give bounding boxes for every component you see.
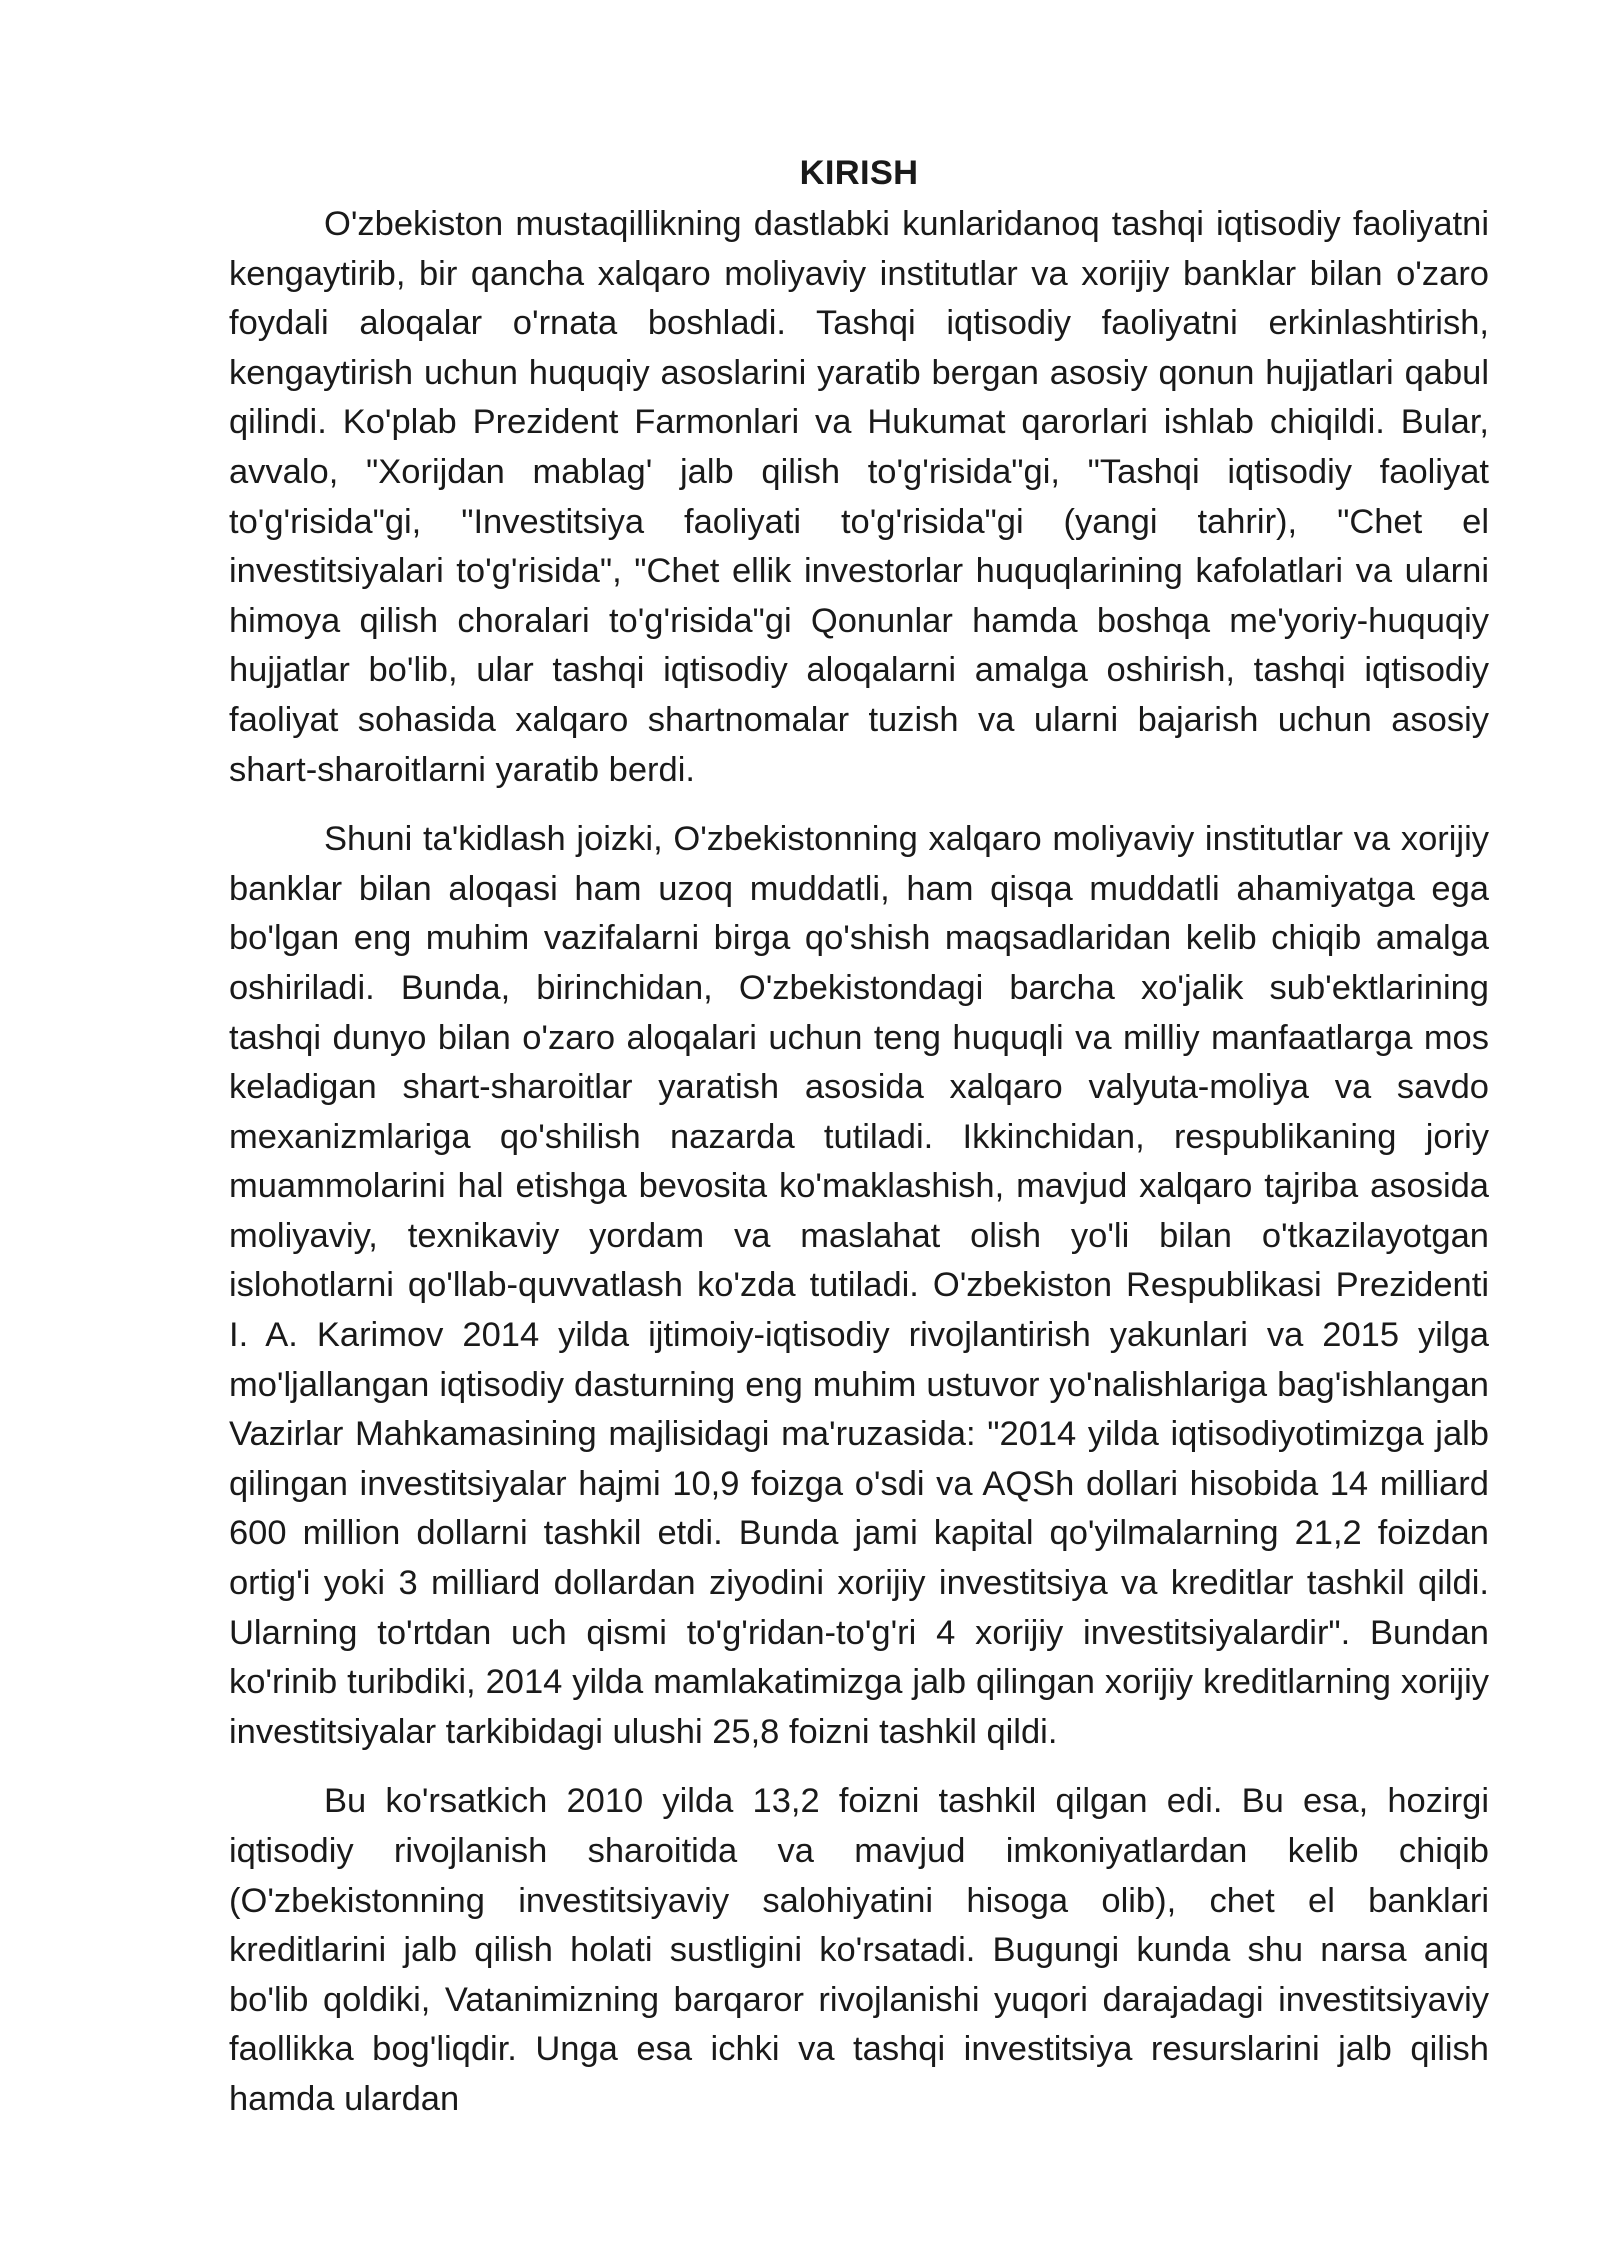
paragraph-2: Shuni ta'kidlash joizki, O'zbekistonning xalqaro moliyaviy institutlar va xorijiy banklar bilan aloqasi ham uzoq muddatli, ham qisqa muddatli ahamiyatga ega bo'lgan eng muhim vazifalarni birga qo'shish maqsadlaridan kelib chiqib amalga oshiriladi. Bunda, birinchidan, O'zbekistondagi barcha xo'jalik sub'ektlarining tashqi dunyo bilan o'zaro aloqalari uchun teng huquqli va milliy manfaatlarga mos keladigan shart-sharoitlar yaratish asosida xalqaro valyuta-moliya va savdo mexanizmlariga qo'shilish nazarda tutiladi. Ikkinchidan, respublikaning joriy muammolarini hal etishga bevosita ko'maklashish, mavjud xalqaro tajriba asosida moliyaviy, texnikaviy yordam va maslahat olish yo'li bilan o'tkazilayotgan islohotlarni qo'llab-quvvatlash ko'zda tutiladi. O'zbekiston Respublikasi Prezidenti I. A. Karimov 2014 yilda ijtimoiy-iqtisodiy rivojlantirish yakunlari va 2015 yilga mo'ljallangan iqtisodiy dasturning eng muhim ustuvor yo'nalishlariga bag'ishlangan Vazirlar Mahkamasining majlisidagi ma'ruzasida: "2014 yilda iqtisodiyotimizga jalb qilingan investitsiyalar hajmi 10,9 foizga o'sdi va AQSh dollari hisobida 14 milliard 600 million dollarni tashkil etdi. Bunda jami kapital qo'yilmalarning 21,2 foizdan ortig'i yoki 3 milliard dollardan ziyodini xorijiy investitsiya va kreditlar tashkil qildi. Ularning to'rtdan uch qismi to'g'ridan-to'g'ri 4 xorijiy investitsiyalardir". Bundan ko'rinib turibdiki, 2014 yilda mamlakatimizga jalb qilingan xorijiy kreditlarning xorijiy investitsiyalar tarkibidagi ulushi 25,8 foizni tashkil qildi. [229,820,1489,1751]
page-title: KIRISH [799,154,919,192]
paragraph-3: Bu ko'rsatkich 2010 yilda 13,2 foizni tashkil qilgan edi. Bu esa, hozirgi iqtisodiy rivojlanish sharoitida va mavjud imkoniyatlardan kelib chiqib (O'zbekistonning investitsiyaviy salohiyatini hisoga olib), chet el banklari kreditlarini jalb qilish holati sustligini ko'rsatadi. Bugungi kunda shu narsa aniq bo'lib qoldiki, Vatanimizning barqaror rivojlanishi yuqori darajadagi investitsiyaviy faollikka bog'liqdir. Unga esa ichki va tashqi investitsiya resurslarini jalb qilish hamda ulardan [229,1782,1489,2118]
paragraph-1: O'zbekiston mustaqillikning dastlabki kunlaridanoq tashqi iqtisodiy faoliyatni kengaytirib, bir qancha xalqaro moliyaviy institutlar va xorijiy banklar bilan o'zaro foydali aloqalar o'rnata boshladi. Tashqi iqtisodiy faoliyatni erkinlashtirish, kengaytirish uchun huquqiy asoslarini yaratib bergan asosiy qonun hujjatlari qabul qilindi. Ko'plab Prezident Farmonlari va Hukumat qarorlari ishlab chiqildi. Bular, avvalo, "Xorijdan mablag' jalb qilish to'g'risida"gi, "Tashqi iqtisodiy faoliyat to'g'risida"gi, "Investitsiya faoliyati to'g'risida"gi (yangi tahrir), "Chet el investitsiyalari to'g'risida", "Chet ellik investorlar huquqlarining kafolatlari va ularni himoya qilish choralari to'g'risida"gi Qonunlar hamda boshqa me'yoriy-huquqiy hujjatlar bo'lib, ular tashqi iqtisodiy aloqalarni amalga oshirish, tashqi iqtisodiy faoliyat sohasida xalqaro shartnomalar tuzish va ularni bajarish uchun asosiy shart-sharoitlarni yaratib berdi. [229,205,1489,789]
document-body [229,148,1489,2125]
